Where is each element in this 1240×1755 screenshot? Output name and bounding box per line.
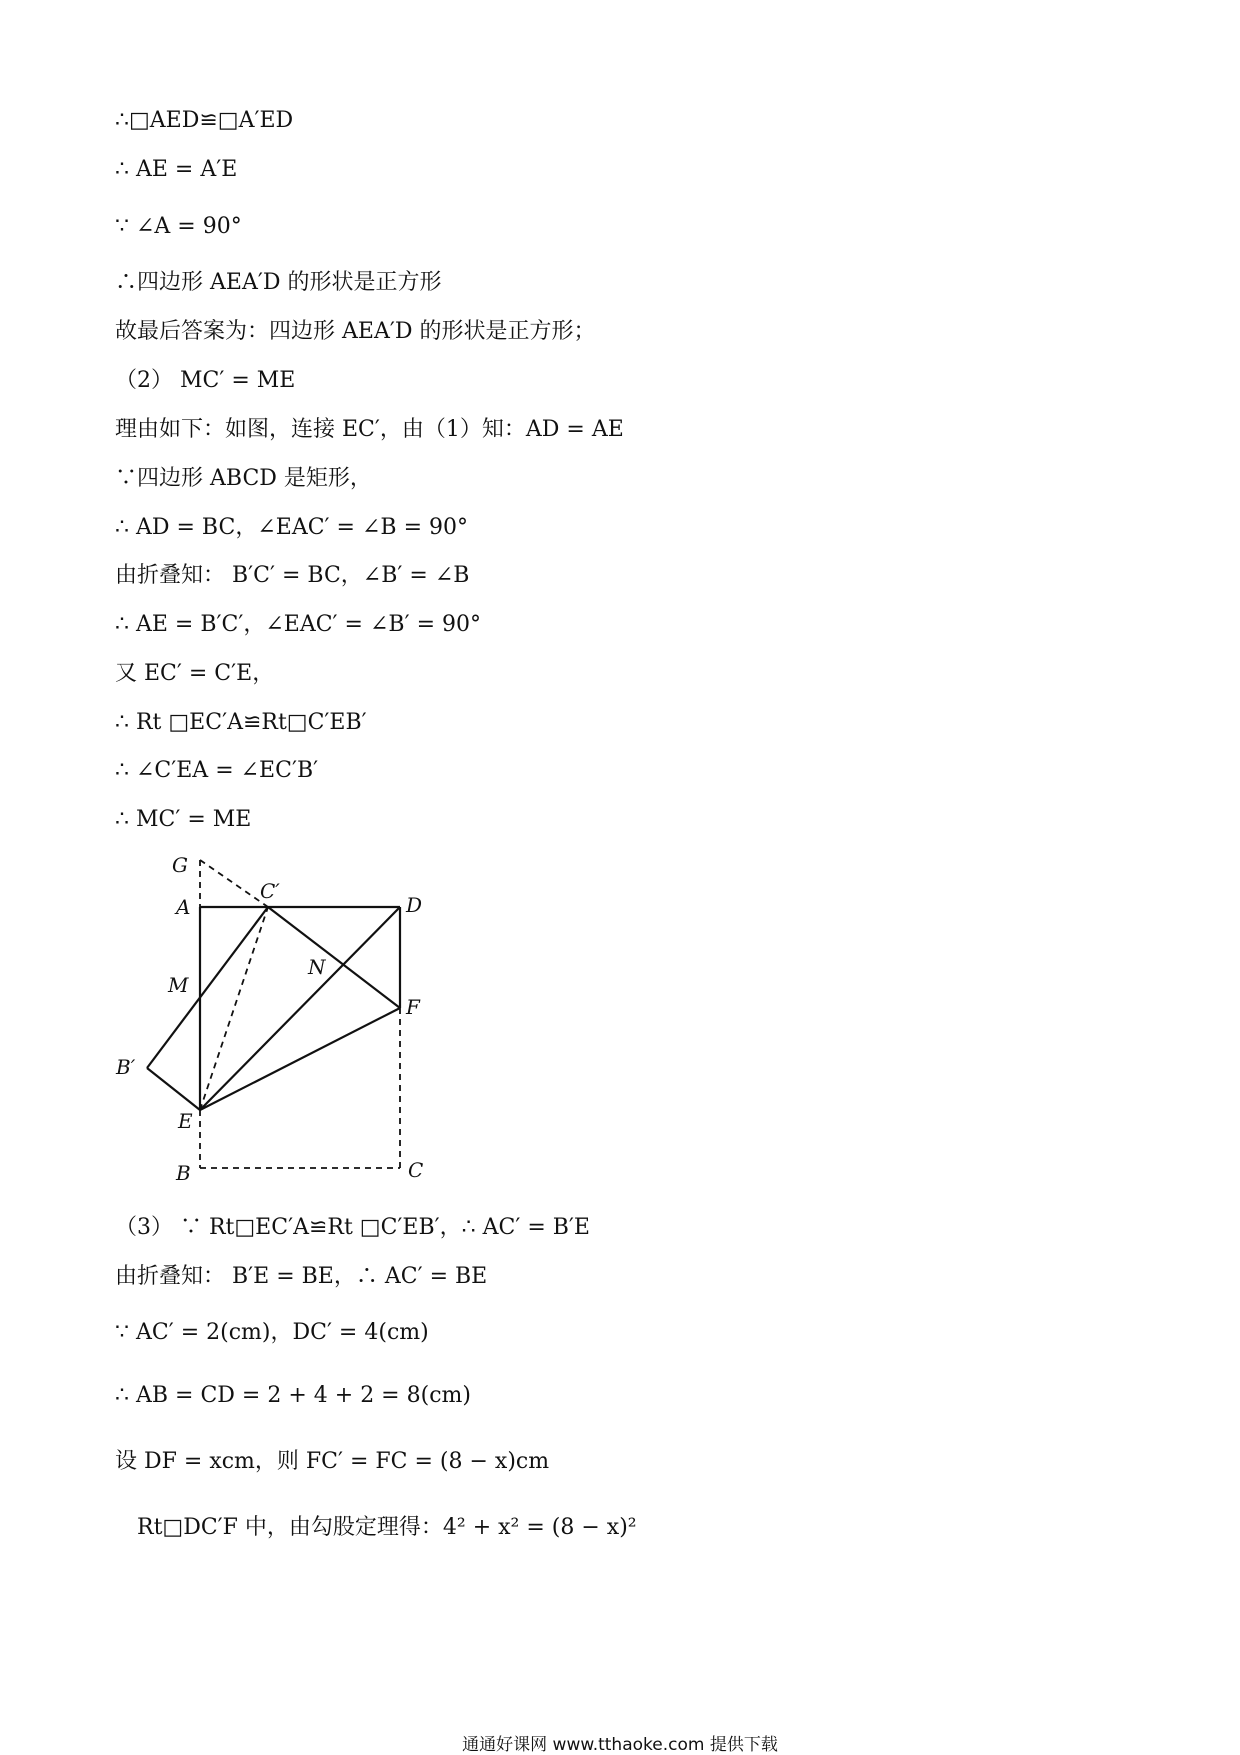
segment-C1B1	[147, 907, 268, 1068]
proof-line-12: 又 EC′ = C′E，	[115, 661, 275, 686]
label-F: F	[406, 995, 420, 1019]
label-D: D	[406, 893, 423, 917]
proof-line-15: ∴ MC′ = ME	[115, 807, 252, 832]
segment-C1F	[268, 907, 400, 1008]
label-M: M	[168, 973, 189, 997]
proof-line-11: ∴ AE = B′C′，∠EAC′ = ∠B′ = 90°	[115, 612, 481, 637]
label-A: A	[176, 895, 191, 919]
label-G: G	[172, 853, 188, 877]
segment-EF	[200, 1008, 400, 1110]
proof-line-19: ∴ AB = CD = 2 + 4 + 2 = 8(cm)	[115, 1383, 471, 1408]
proof-line-8: ∵四边形 ABCD 是矩形，	[115, 466, 372, 491]
proof-line-4: ∴四边形 AEA′D 的形状是正方形	[115, 270, 442, 295]
dashed-GC1	[200, 860, 268, 907]
proof-line-7: 理由如下：如图，连接 EC′，由（1）知：AD = AE	[115, 417, 624, 442]
proof-line-5: 故最后答案为：四边形 AEA′D 的形状是正方形；	[115, 319, 596, 344]
proof-line-17: 由折叠知： B′E = BE，∴ AC′ = BE	[115, 1264, 488, 1289]
proof-line-6: （2） MC′ = ME	[115, 368, 296, 393]
proof-line-1: ∴□AED≌□A′ED	[115, 108, 294, 133]
label-C: C	[408, 1158, 424, 1182]
proof-line-20: 设 DF = xcm，则 FC′ = FC = (8 − x)cm	[115, 1449, 550, 1474]
proof-line-3: ∵ ∠A = 90°	[115, 214, 242, 239]
label-B: B	[176, 1161, 191, 1185]
label-B-prime: B′	[116, 1055, 136, 1079]
proof-line-16: （3） ∵ Rt□EC′A≌Rt □C′EB′，∴ AC′ = B′E	[115, 1215, 590, 1240]
segment-ED	[200, 907, 400, 1110]
proof-line-2: ∴ AE = A′E	[115, 157, 238, 182]
page-footer: 通通好课网 www.tthaoke.com 提供下载	[462, 1735, 778, 1755]
segment-B1E	[147, 1068, 200, 1110]
proof-line-9: ∴ AD = BC，∠EAC′ = ∠B = 90°	[115, 515, 468, 540]
proof-line-13: ∴ Rt □EC′A≌Rt□C′EB′	[115, 710, 367, 735]
proof-line-14: ∴ ∠C′EA = ∠EC′B′	[115, 758, 319, 783]
geometry-figure	[110, 850, 440, 1190]
label-E: E	[178, 1109, 193, 1133]
proof-line-21: Rt□DC′F 中，由勾股定理得：4² + x² = (8 − x)²	[137, 1515, 637, 1540]
proof-line-18: ∵ AC′ = 2(cm)，DC′ = 4(cm)	[115, 1320, 429, 1345]
label-C-prime: C′	[260, 879, 280, 903]
proof-line-10: 由折叠知： B′C′ = BC，∠B′ = ∠B	[115, 563, 470, 588]
label-N: N	[308, 955, 326, 979]
